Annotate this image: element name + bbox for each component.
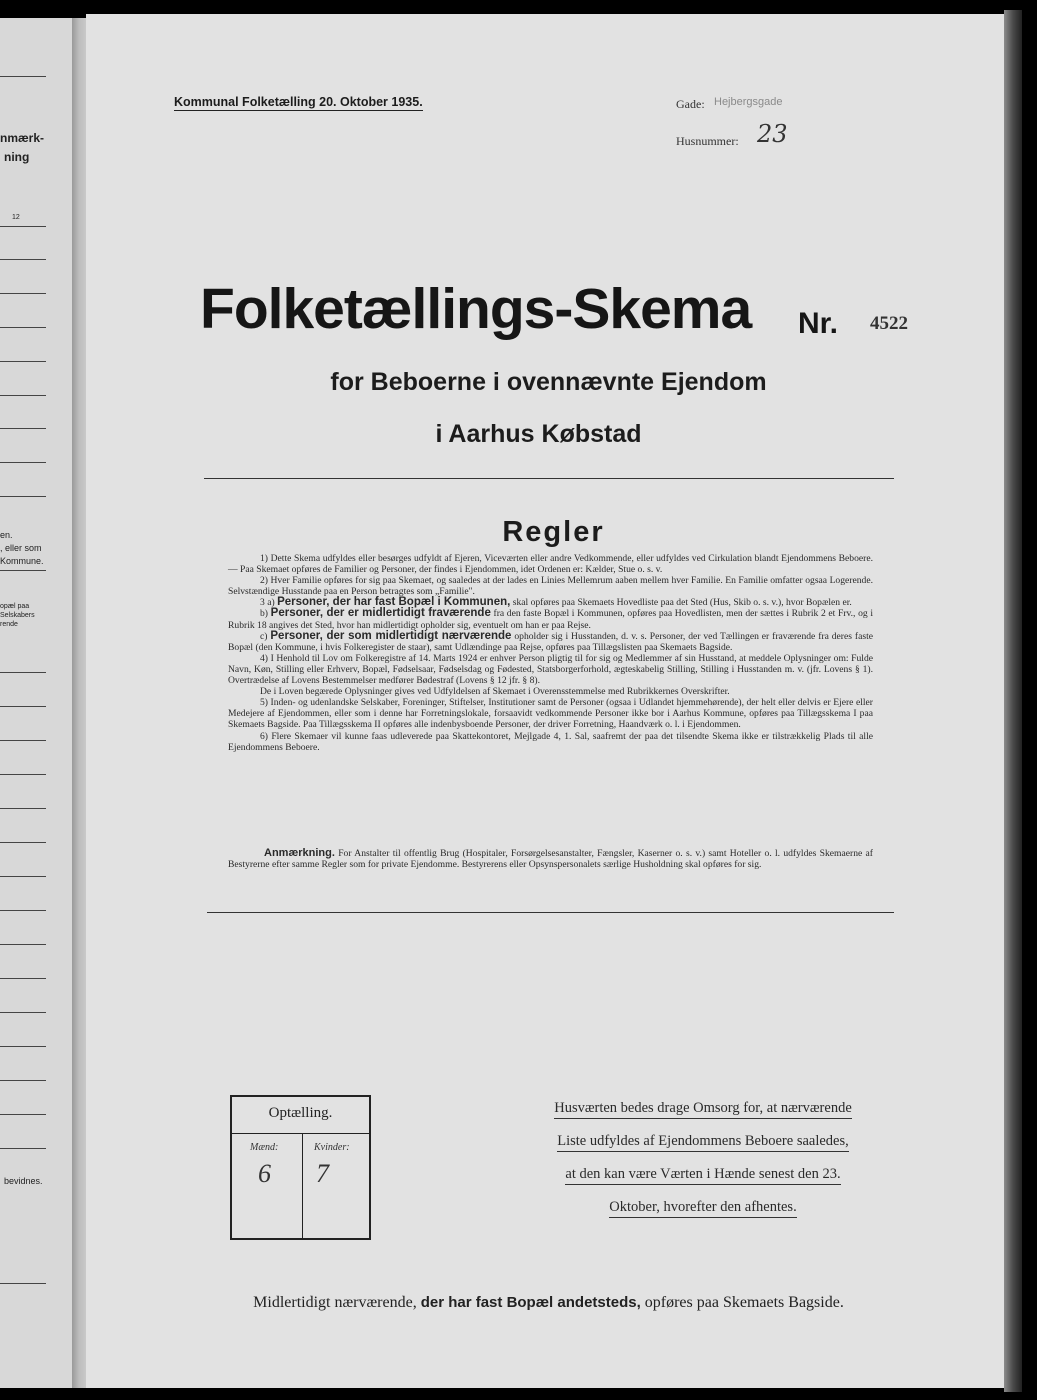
left-rule (0, 944, 46, 945)
rule-3a-number: 3 a) (260, 597, 275, 609)
host-notice-line: Oktober, hvorefter den afhentes. (609, 1199, 796, 1218)
rule-3b (228, 608, 873, 630)
left-text-fragment: bevidnes. (4, 1176, 43, 1186)
rule-3c-text: opholder sig i Husstanden, d. v. s. Personer, der ved Tællingen er fraværende fra deres faste Bopæl (den Kommune, i hvis Folkeregister de staar), samt Udlændinge paa Rejse, opføres paa Tillægslisten paa Skemaets Bagside. (228, 630, 874, 653)
left-rule (0, 76, 46, 77)
left-rule (0, 361, 46, 362)
left-rule (0, 842, 46, 843)
host-notice (528, 1100, 878, 1232)
left-rule (0, 1148, 46, 1149)
rule-2: 2) Hver Familie opføres for sig paa Skemaet, og saaledes at der lades en Linies Mellemrum aaben mellem hver Familie. En Familie omfatter ogsaa Logerende. Selvstændige Husstande paa en Person betragtes som „Familie". (228, 575, 873, 598)
left-rule (0, 740, 46, 741)
divider (204, 478, 894, 479)
left-annotation-heading-2: ning (4, 150, 30, 164)
remark-label: Anmærkning. (264, 847, 335, 859)
remark-text: For Anstalter til offentlig Brug (Hospitaler, Forsørgelsesanstalter, Fængsler, Kaserner o. s. v.) samt Hoteller o. l. udfyldes Skemaerne af Bestyrerne efter samme Regler som for private Ejendomme. Bestyrerens eller Opsynspersonalets særlige Husholdning skal opføres for sig. (228, 848, 873, 871)
census-header: Kommunal Folketælling 20. Oktober 1935. (174, 95, 423, 109)
rule-3c-number: c) (260, 630, 268, 642)
left-rule (0, 910, 46, 911)
left-rule (0, 978, 46, 979)
count-box (230, 1095, 371, 1240)
left-text-fragment: Kommune. (0, 556, 44, 566)
left-text-fragment: en. (0, 530, 13, 540)
count-title: Optælling. (268, 1105, 333, 1121)
footer-note (0, 1294, 1037, 1312)
left-rule (0, 226, 46, 227)
left-rule (0, 570, 46, 571)
rule-3a-emphasis: Personer, der har fast Bopæl i Kommunen, (277, 596, 511, 609)
divider (207, 912, 894, 913)
footer-prefix: Midlertidigt nærværende, (253, 1294, 417, 1311)
men-label: Mænd: (250, 1142, 279, 1153)
street-value: Hejbergsgade (714, 96, 783, 108)
left-rule (0, 496, 46, 497)
rule-6: 6) Flere Skemaer vil kunne faas udleverede paa Skattekontoret, Mejlgade 4, 1. Sal, saafremt der paa det tilsendte Skema ikke er tilstrækkelig Plads til alle Ejendommens Beboere. (228, 730, 873, 753)
host-notice-line: Husværten bedes drage Omsorg for, at nærværende (554, 1100, 852, 1119)
rule-4: 4) I Henhold til Lov om Folkeregistre af 14. Marts 1924 er enhver Person pligtig til for sig og Medlemmer af sin Husstand, at meddele Oplysninger om: Fulde Navn, Køn, Stilling eller Erhverv, Bopæl, Fødselsaar, Fødselsdag og Fødested, Statsborgerforhold, ægteskabelig Stilling, Stilling i Husstanden m. v. (jfr. Lovens § 1). Overtrædelse af Lovens Bestemmelser medfører Bødestraf (Lovens § 12 jfr. § 8). (228, 652, 873, 687)
street-label: Gade: (676, 97, 705, 111)
remark (228, 848, 873, 870)
count-column-divider (302, 1133, 303, 1238)
form-number: 4522 (870, 313, 908, 334)
form-subtitle-city: i Aarhus Købstad (435, 420, 642, 448)
left-text-fragment: opæl paa (0, 603, 30, 610)
form-subtitle: for Beboerne i ovennævnte Ejendom (330, 368, 767, 396)
left-rule (0, 774, 46, 775)
left-rule (0, 706, 46, 707)
form-title: Folketællings-Skema (200, 277, 752, 341)
rule-4b: De i Loven begærede Oplysninger gives ved Udfyldelsen af Skemaet i Overensstemmelse med Rubrikkernes Overskrifter. (260, 686, 730, 698)
left-text-fragment: Selskabers (0, 612, 35, 619)
left-annotation-heading: nmærk- (0, 131, 45, 145)
rule-5: 5) Inden- og udenlandske Selskaber, Foreninger, Stiftelser, Institutioner samt de Personer (ogsaa i Udlandet hjemmehørende), der helt eller delvis er Ejere eller Medejere af Ejendommen, eller som i denne har Forretningslokale, forsaavidt vedkommende Personer ikke bor i Aarhus Kommune, opføres paa Tillægsskema I paa Skemaets Bagside. Paa Tillægsskema II opføres alle indenbysboende Personer, der driver Forretning, Haandværk o. l. i Ejendommen. (228, 697, 873, 731)
house-number-value: 23 (757, 120, 788, 148)
form-number-label: Nr. (798, 307, 839, 340)
rule-3b-text: fra den faste Bopæl i Kommunen, opføres paa Hovedlisten, men der sættes i Rubrik 2 et Frv., og i Rubrik 18 angives det Sted, hvor han midlertidigt opholder sig, eventuelt om han er paa Rejse. (228, 608, 873, 631)
left-rule (0, 672, 46, 673)
rule-3b-emphasis: Personer, der er midlertidigt fraværende (270, 607, 491, 620)
left-rule (0, 293, 46, 294)
left-rule (0, 259, 46, 260)
women-count: 7 (316, 1159, 329, 1188)
left-rule (0, 462, 46, 463)
left-rule (0, 327, 46, 328)
left-rule (0, 808, 46, 809)
rule-3c-emphasis: Personer, der som midlertidigt nærværende (270, 629, 512, 642)
left-rule (0, 1114, 46, 1115)
footer-suffix: opføres paa Skemaets Bagside. (644, 1294, 844, 1311)
men-count: 6 (258, 1159, 271, 1188)
left-rule (0, 1046, 46, 1047)
rule-3a-text: skal opføres paa Skemaets Hovedliste paa det Sted (Hus, Skib o. s. v.), hvor Bopælen er. (512, 597, 852, 609)
left-text-fragment: , eller som (0, 543, 42, 553)
house-number-label: Husnummer: (676, 134, 739, 148)
left-rule (0, 1283, 46, 1284)
rules-heading: Regler (502, 516, 605, 548)
left-column-number: 12 (12, 214, 20, 221)
left-page-edge (0, 18, 76, 1388)
women-label: Kvinder: (314, 1142, 350, 1153)
rule-3c (228, 631, 873, 653)
rule-1: 1) Dette Skema udfyldes eller besørges udfyldt af Ejeren, Viceværten eller andre Vedkommende, eller udfyldes ved Cirkulation blandt Ejendommens Beboere. — Paa Skemaet opføres de Familier og Personer, der findes i Ejendommen, idet Ordenen er: Kælder, Stue o. s. v. (228, 553, 873, 576)
footer-emphasis: der har fast Bopæl andetsteds, (420, 1294, 641, 1311)
page-right-edge (1004, 10, 1022, 1392)
host-notice-line: at den kan være Værten i Hænde senest den 23. (565, 1166, 840, 1185)
count-divider (232, 1133, 369, 1134)
rule-3b-number: b) (260, 608, 268, 620)
left-rule (0, 876, 46, 877)
host-notice-line: Liste udfyldes af Ejendommens Beboere saaledes, (557, 1133, 849, 1152)
left-text-fragment: rende (0, 621, 18, 628)
left-rule (0, 1012, 46, 1013)
left-rule (0, 1080, 46, 1081)
rules-body (228, 553, 873, 753)
